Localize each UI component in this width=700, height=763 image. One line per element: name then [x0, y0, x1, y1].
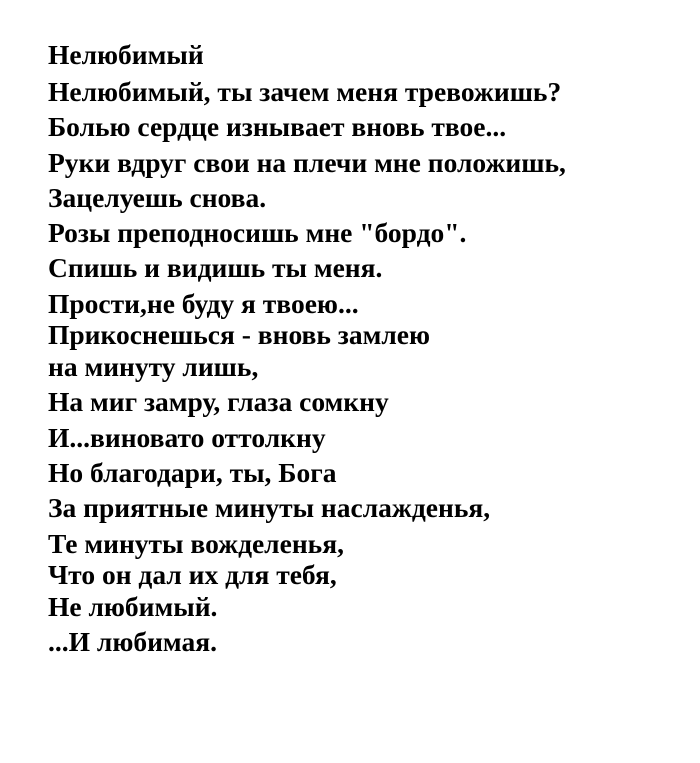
- poem-line: ...И любимая.: [48, 626, 217, 658]
- poem-line: Прикоснешься - вновь замлею: [48, 319, 430, 351]
- poem-title: Нелюбимый: [48, 39, 204, 70]
- poem-line: Но благодари, ты, Бога: [48, 456, 337, 488]
- poem-line: За приятные минуты наслажденья,: [48, 492, 491, 524]
- poem-line: Руки вдруг свои на плечи мне положишь,: [48, 146, 566, 178]
- poem-line: Нелюбимый, ты зачем меня тревожишь?: [48, 76, 562, 107]
- poem-line: Спишь и видишь ты меня.: [48, 252, 383, 284]
- poem-line: Болью сердце изнывает вновь твое...: [48, 111, 507, 143]
- poem-text: [48, 36, 688, 659]
- poem-line: Розы преподносишь мне "бордо".: [48, 217, 467, 249]
- poem-line: Те минуты вожделенья,: [48, 527, 344, 559]
- poem-line: Зацелуешь снова.: [48, 181, 267, 213]
- poem-line: Не любимый.: [48, 590, 218, 622]
- poem-line: на минуту лишь,: [48, 351, 259, 383]
- poem-line: На миг замру, глаза сомкну: [48, 386, 389, 418]
- poem-line: И...виновато оттолкну: [48, 421, 326, 453]
- poem-line: Прости,не буду я твоею...: [48, 287, 359, 319]
- poem-line: Что он дал их для тебя,: [48, 558, 337, 590]
